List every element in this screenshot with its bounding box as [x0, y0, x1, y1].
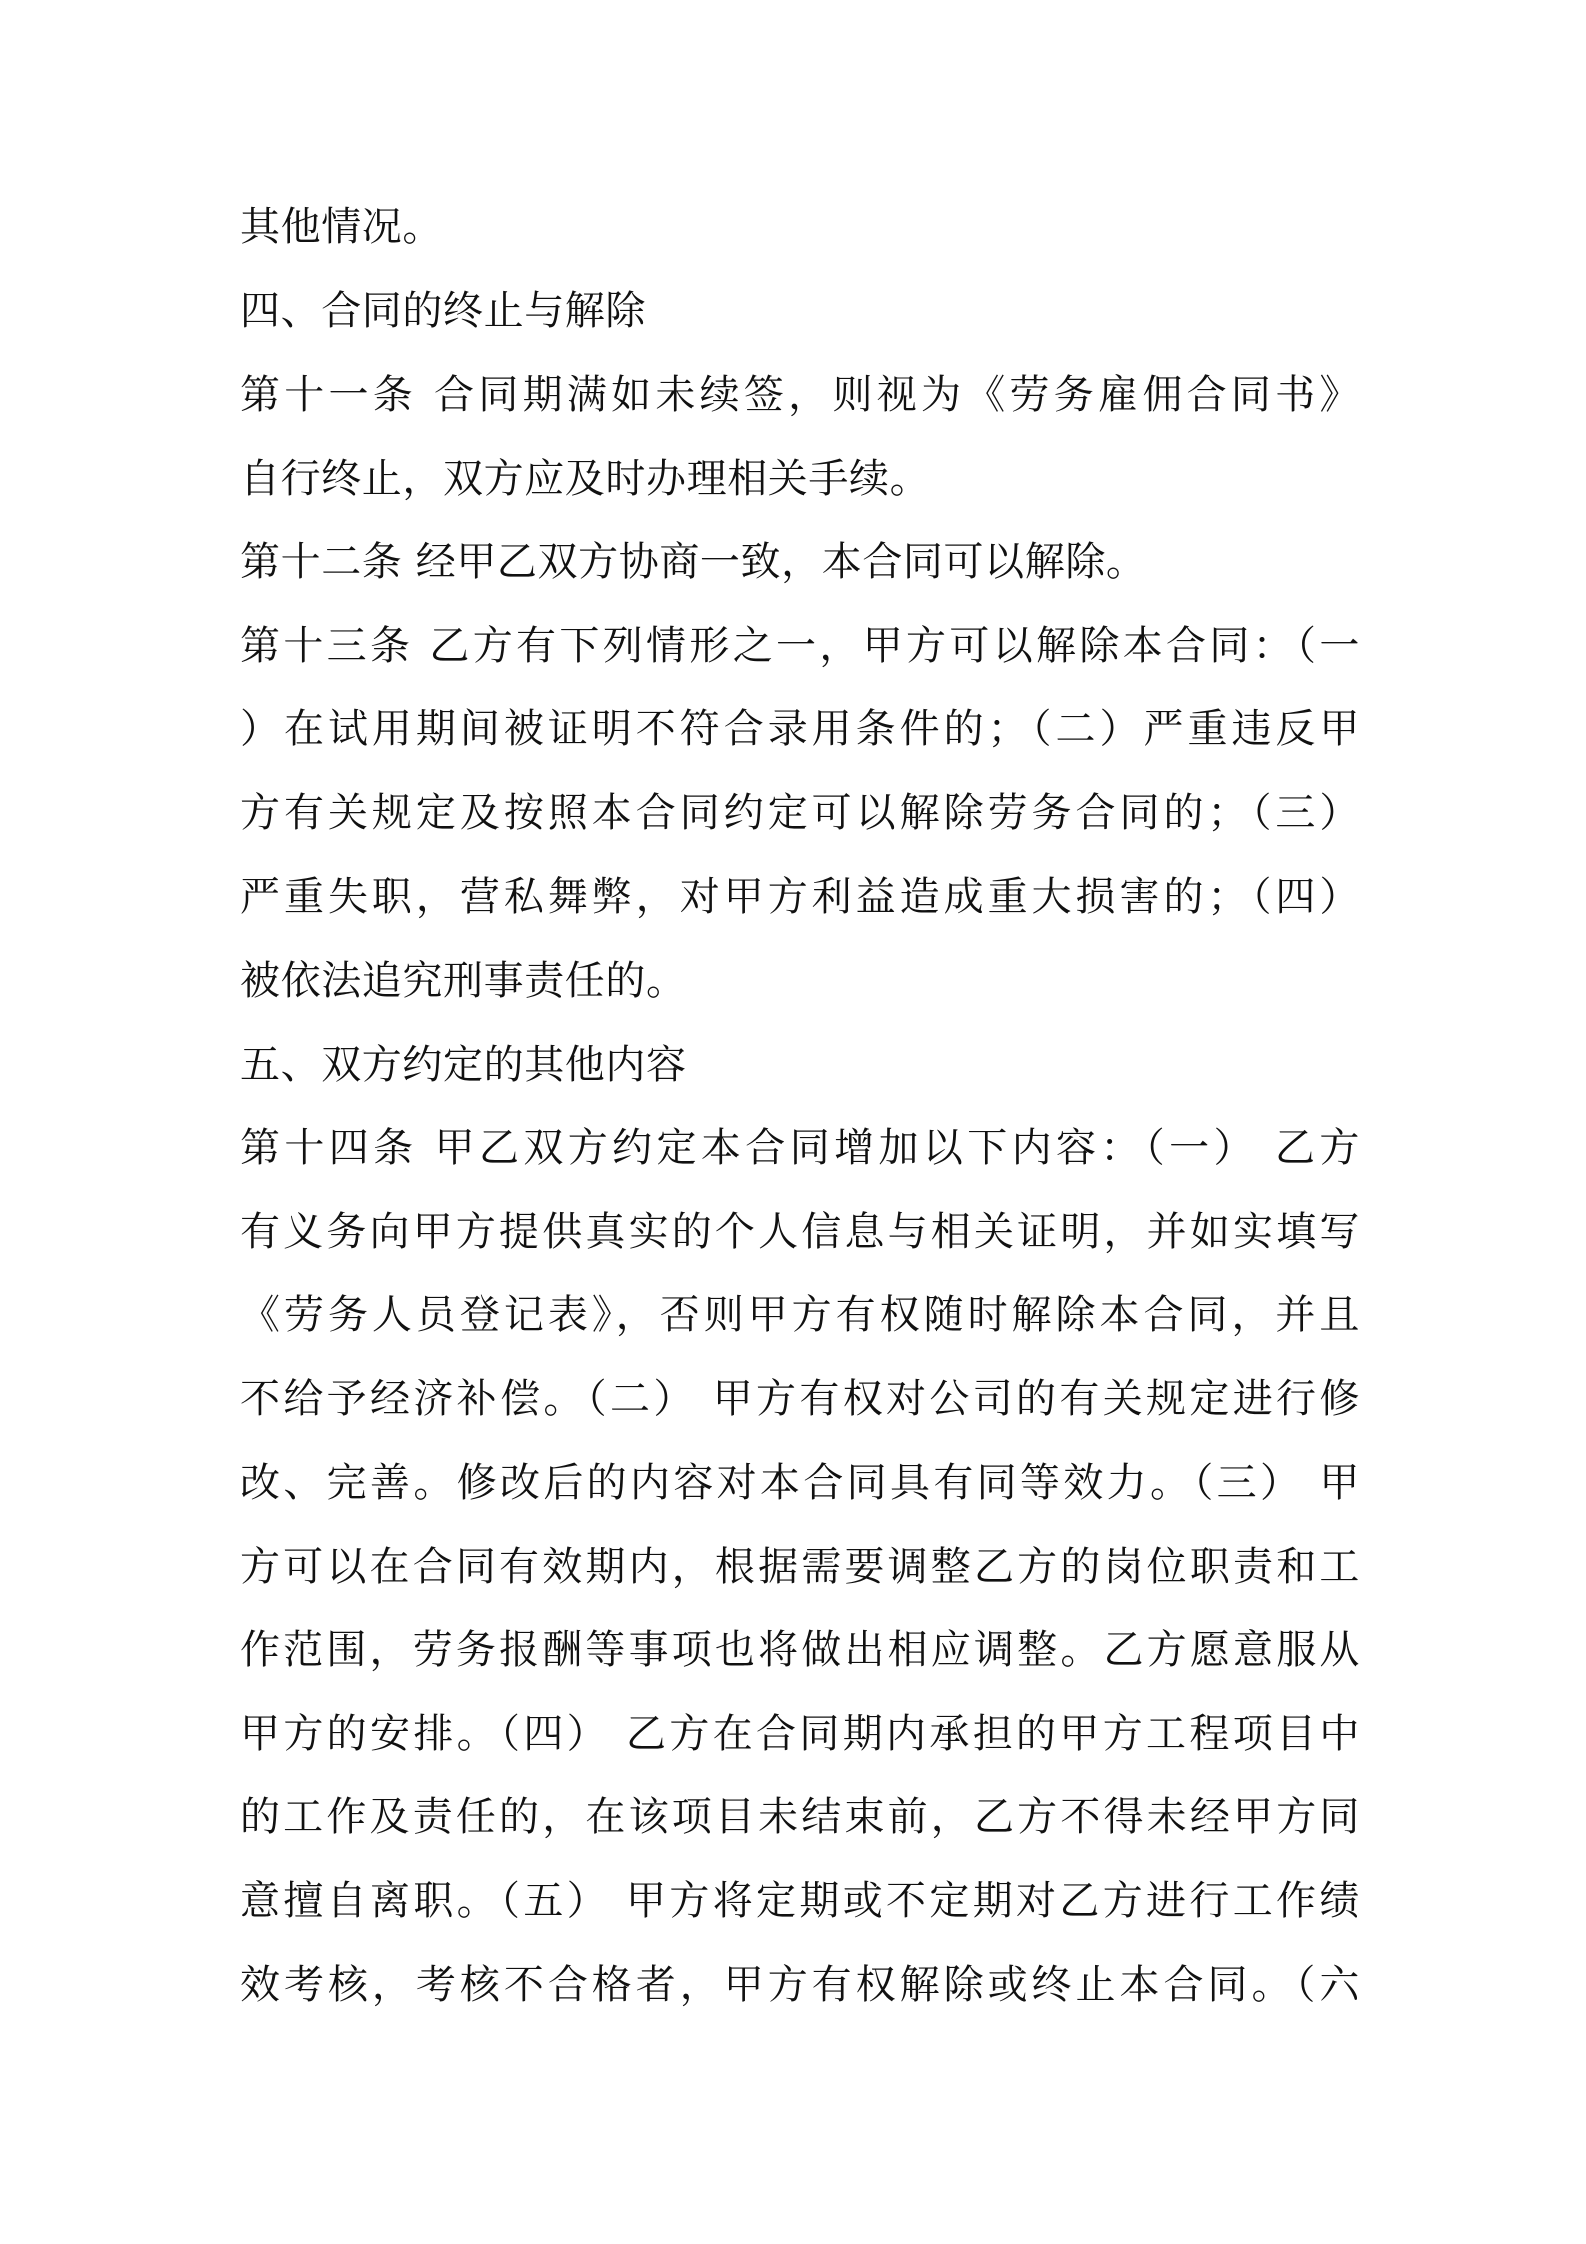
text-line: 严重失职，营私舞弊，对甲方利益造成重大损害的；（四）: [240, 874, 1360, 920]
text-line: 不给予经济补偿。（二） 甲方有权对公司的有关规定进行修: [240, 1376, 1360, 1422]
text-line: 第十一条 合同期满如未续签，则视为《劳务雇佣合同书》: [240, 372, 1360, 418]
text-line: 甲方的安排。（四） 乙方在合同期内承担的甲方工程项目中: [240, 1711, 1360, 1757]
text-line: 效考核，考核不合格者，甲方有权解除或终止本合同。（六: [240, 1962, 1360, 2008]
text-line: 被依法追究刑事责任的。: [240, 958, 687, 1004]
text-line: 《劳务人员登记表》，否则甲方有权随时解除本合同，并且: [240, 1292, 1360, 1338]
text-line: 意擅自离职。（五） 甲方将定期或不定期对乙方进行工作绩: [240, 1878, 1360, 1924]
text-line: 其他情况。: [240, 204, 443, 250]
text-line: 的工作及责任的，在该项目未结束前，乙方不得未经甲方同: [240, 1794, 1360, 1840]
section-heading: 五、双方约定的其他内容: [240, 1042, 687, 1088]
text-line: 方可以在合同有效期内，根据需要调整乙方的岗位职责和工: [240, 1544, 1360, 1590]
text-line: 第十三条 乙方有下列情形之一，甲方可以解除本合同：（一: [240, 623, 1360, 669]
text-line: ）在试用期间被证明不符合录用条件的；（二）严重违反甲: [240, 706, 1360, 752]
section-heading: 四、合同的终止与解除: [240, 288, 646, 334]
text-line: 自行终止，双方应及时办理相关手续。: [240, 456, 931, 502]
text-line: 有义务向甲方提供真实的个人信息与相关证明，并如实填写: [240, 1209, 1360, 1255]
text-line: 作范围，劳务报酬等事项也将做出相应调整。乙方愿意服从: [240, 1627, 1360, 1673]
text-line: 第十四条 甲乙双方约定本合同增加以下内容：（一） 乙方: [240, 1125, 1360, 1171]
text-line: 改、完善。修改后的内容对本合同具有同等效力。（三） 甲: [240, 1460, 1360, 1506]
text-line: 方有关规定及按照本合同约定可以解除劳务合同的；（三）: [240, 790, 1360, 836]
text-line: 第十二条 经甲乙双方协商一致，本合同可以解除。: [240, 539, 1147, 585]
